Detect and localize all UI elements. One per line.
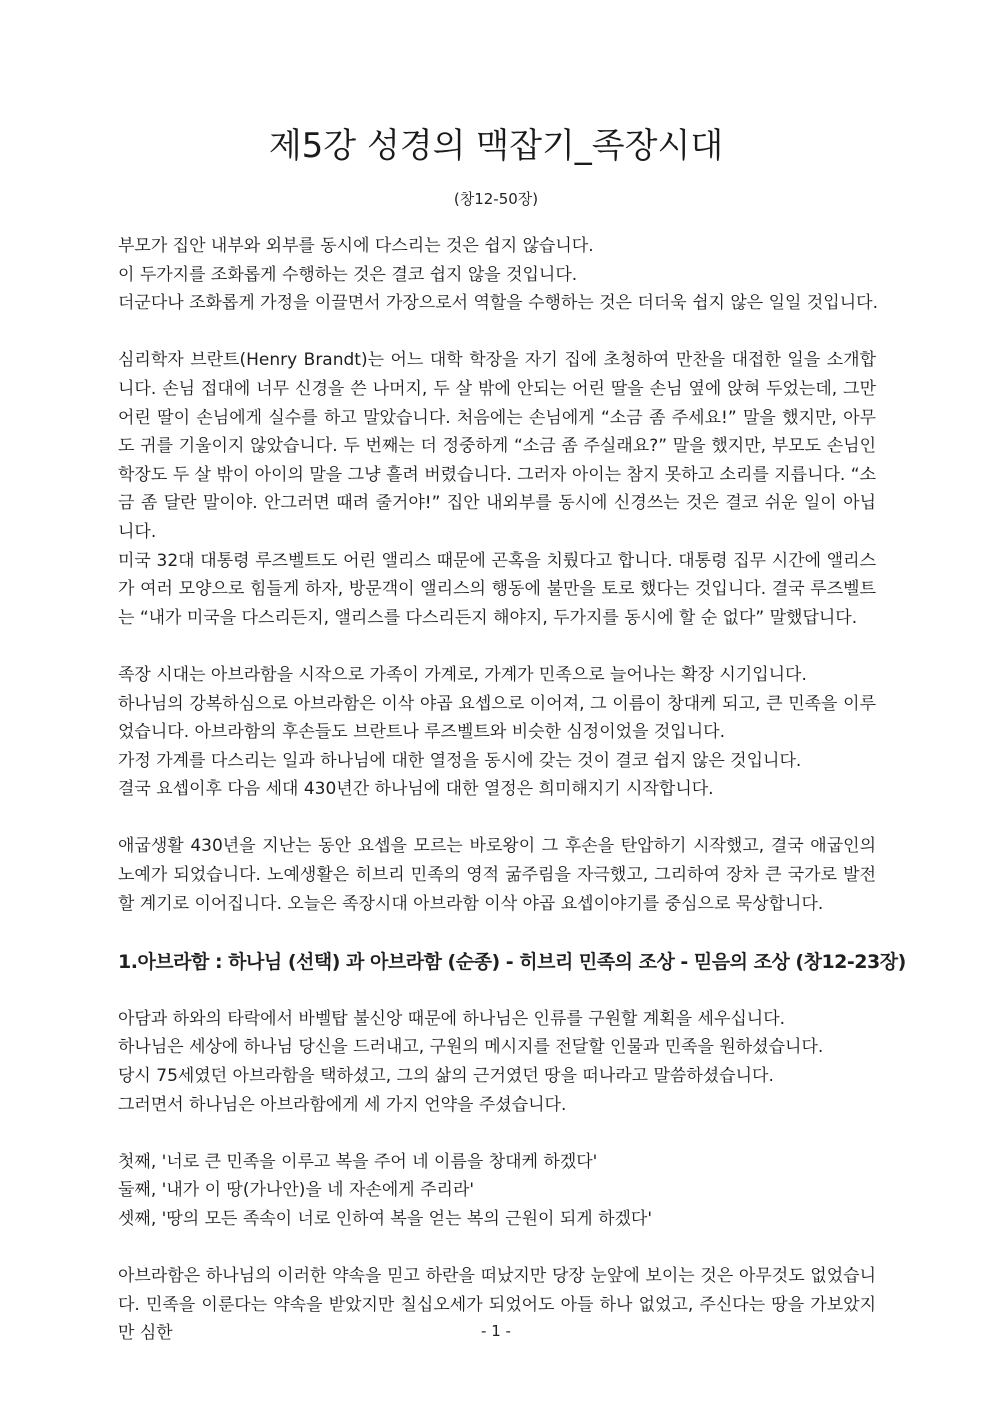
text-line: 부모가 집안 내부와 외부를 동시에 다스리는 것은 쉽지 않습니다.: [118, 236, 594, 256]
paragraph-text: 하나님의 강복하심으로 아브라함은 이삭 야곱 요셉으로 이어져, 그 이름이 창대케 되고, 큰 민족을 이루었습니다. 아브라함의 후손들도 브란트나 루즈벨트와 비슷한 심정이었을 것입니다.: [118, 693, 876, 743]
text-line: 더군다나 조화롭게 가정을 이끌면서 가장으로서 역할을 수행하는 것은 더더욱 쉽지 않은 일일 것입니다.: [118, 293, 878, 314]
paragraph-text: 미국 32대 대통령 루즈벨트도 어린 앨리스 때문에 곤혹을 치뤘다고 합니다. 대통령 집무 시간에 앨리스가 여러 모양으로 힘들게 하자, 방문객이 앨리스의 행동에 불만을 토로 했다는 것입니다. 결국 루즈벨트는 “내가 미국을 다스리든지, 앨리스를 다스리든지 해야지, 두가지를 동시에 할 순 없다” 말했답니다.: [118, 550, 876, 628]
paragraph-text: 아브라함은 하나님의 이러한 약속을 믿고 하란을 떠났지만 당장 눈앞에 보이는 것은 아무것도 없었습니다. 민족을 이룬다는 약속을 받았지만 칠십오세가 되었어도 아들 하나 없었고, 주신다는 땅을 가보았지만 심한: [118, 1266, 876, 1344]
document-body: [118, 232, 906, 1377]
text-line: 가정 가계를 다스리는 일과 하나님에 대한 열정을 동시에 갖는 것이 결코 쉽지 않은 것입니다.: [118, 750, 802, 771]
section-heading: 1.아브라함 : 하나님 (선택) 과 아브라함 (순종) - 히브리 민족의 조상 - 믿음의 조상 (창12-23장): [118, 950, 906, 973]
text-line: 족장 시대는 아브라함을 시작으로 가족이 가계로, 가계가 민족으로 늘어나는 확장 시기입니다.: [118, 664, 807, 685]
paragraph-text: 애굽생활 430년을 지난는 동안 요셉을 모르는 바로왕이 그 후손을 탄압하기 시작했고, 결국 애굽인의 노예가 되었습니다. 노예생활은 히브리 민족의 영적 굶주림을 자극했고, 그리하여 장차 큰 국가로 발전할 계기로 이어집니다. 오늘은 족장시대 아브라함 이삭 야곱 요셉이야기를 중심으로 묵상합니다.: [118, 836, 876, 914]
text-line: 그러면서 하나님은 아브라함에게 세 가지 언약을 주셨습니다.: [118, 1094, 567, 1115]
text-line: 하나님은 세상에 하나님 당신을 드러내고, 구원의 메시지를 전달할 인물과 민족을 원하셨습니다.: [118, 1037, 824, 1058]
page-title: 제5강 성경의 맥잡기_족장시대: [268, 126, 724, 166]
covenant-item: 셋째, '땅의 모든 족속이 너로 인하여 복을 얻는 복의 근원이 되게 하겠다': [118, 1209, 653, 1229]
page-number: - 1 -: [481, 1322, 511, 1340]
page-subtitle: (창12-50장): [453, 190, 539, 208]
paragraph-patriarch-era: [118, 661, 876, 804]
text-line: 아담과 하와의 타락에서 바벨탑 불신앙 때문에 하나님은 인류를 구원할 계획을 세우십니다.: [118, 1008, 786, 1029]
paragraph-covenants: [118, 1148, 876, 1234]
paragraph-egypt: [118, 832, 876, 918]
covenant-item: 둘째, '내가 이 땅(가나안)을 네 자손에게 주리라': [118, 1180, 475, 1201]
text-line: 당시 75세였던 아브라함을 택하셨고, 그의 삶의 근거였던 땅을 떠나라고 말씀하셨습니다.: [118, 1066, 774, 1087]
covenant-item: 첫째, '너로 큰 민족을 이루고 복을 주어 네 이름을 창대케 하겠다': [118, 1151, 598, 1172]
paragraph-brandt-story: [118, 346, 876, 632]
paragraph-text: 심리학자 브란트(Henry Brandt)는 어느 대학 학장을 자기 집에 초청하여 만찬을 대접한 일을 소개합니다. 손님 접대에 너무 신경을 쓴 나머지, 두 살 밖에 안되는 어린 딸을 손님 옆에 앉혀 두었는데, 그만 어린 딸이 손님에게 실수를 하고 말았습니다. 처음에는 손님에게 “소금 좀 주세요!” 말을 했지만, 아무도 귀를 기울이지 않았습니다. 두 번째는 더 정중하게 “소금 좀 주실래요?” 말을 했지만, 부모도 손님인 학장도 두 살 밖이 아이의 말을 그냥 흘려 버렸습니다. 그러자 아이는 참지 못하고 소리를 지릅니다. “소금 좀 달란 말이야. 안그러면 때려 줄거야!” 집안 내외부를 동시에 신경쓰는 것은 결코 쉬운 일이 아닙니다.: [118, 350, 876, 542]
text-line: 이 두가지를 조화롭게 수행하는 것은 결코 쉽지 않을 것입니다.: [118, 264, 578, 285]
paragraph-calling: [118, 1005, 876, 1119]
paragraph-intro: [118, 232, 876, 318]
text-line: 결국 요셉이후 다음 세대 430년간 하나님에 대한 열정은 희미해지기 시작합니다.: [118, 779, 714, 800]
